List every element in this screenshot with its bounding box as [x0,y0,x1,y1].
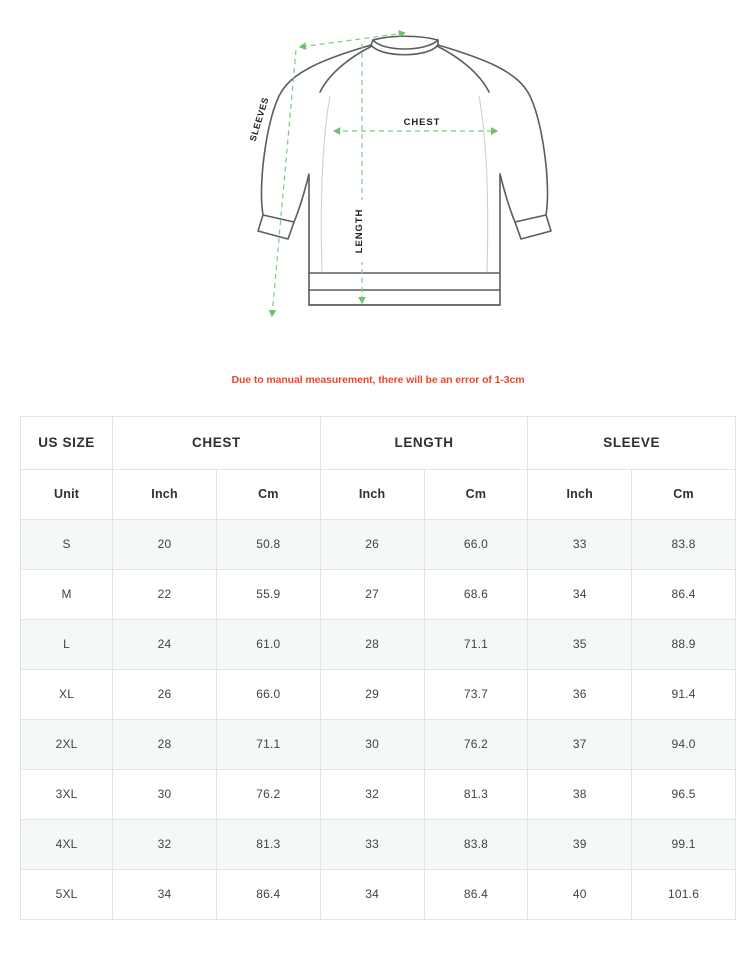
table-row [21,519,736,569]
cell-size: L [21,619,113,669]
cell-chest-cm: 81.3 [216,819,320,869]
cell-length-cm: 73.7 [424,669,528,719]
header-us-size: US SIZE [21,417,113,469]
cell-sleeve-cm: 99.1 [632,819,736,869]
cell-chest-cm: 86.4 [216,869,320,919]
cell-chest-cm: 66.0 [216,669,320,719]
cell-length-cm: 66.0 [424,519,528,569]
table-row [21,619,736,669]
table-row [21,769,736,819]
cell-chest-cm: 61.0 [216,619,320,669]
unit-sleeve-inch: Inch [528,469,632,519]
cell-sleeve-cm: 83.8 [632,519,736,569]
unit-chest-cm: Cm [216,469,320,519]
sleeves-label: SLEEVES [247,95,271,143]
unit-length-inch: Inch [320,469,424,519]
cell-chest-inch: 28 [113,719,217,769]
cell-length-cm: 76.2 [424,719,528,769]
cell-length-inch: 33 [320,819,424,869]
unit-length-cm: Cm [424,469,528,519]
cell-sleeve-inch: 34 [528,569,632,619]
cell-length-inch: 26 [320,519,424,569]
length-label: LENGTH [354,208,365,254]
cell-sleeve-inch: 36 [528,669,632,719]
table-unit-header-row [21,469,736,519]
unit-chest-inch: Inch [113,469,217,519]
header-sleeve: SLEEVE [528,417,736,469]
cell-sleeve-inch: 35 [528,619,632,669]
cell-length-inch: 29 [320,669,424,719]
table-row [21,669,736,719]
unit-sleeve-cm: Cm [632,469,736,519]
table-row [21,819,736,869]
cell-size: XL [21,669,113,719]
cell-size: M [21,569,113,619]
size-chart-table [21,417,736,920]
cell-length-cm: 71.1 [424,619,528,669]
table-row [21,569,736,619]
cell-chest-cm: 76.2 [216,769,320,819]
unit-label: Unit [21,469,113,519]
cell-chest-inch: 20 [113,519,217,569]
measurement-disclaimer: Due to manual measurement, there will be an error of 1-3cm [231,374,525,386]
cell-chest-inch: 26 [113,669,217,719]
cell-sleeve-cm: 88.9 [632,619,736,669]
table-row [21,869,736,919]
chest-label: CHEST [403,117,441,128]
cell-sleeve-inch: 39 [528,819,632,869]
cell-length-cm: 68.6 [424,569,528,619]
cell-length-cm: 81.3 [424,769,528,819]
cell-chest-cm: 71.1 [216,719,320,769]
cell-size: 5XL [21,869,113,919]
cell-chest-inch: 22 [113,569,217,619]
cell-size: 4XL [21,819,113,869]
sweatshirt-measurement-diagram [0,0,756,352]
cell-length-inch: 30 [320,719,424,769]
cell-length-inch: 32 [320,769,424,819]
cell-sleeve-cm: 101.6 [632,869,736,919]
cell-sleeve-cm: 96.5 [632,769,736,819]
size-chart-table-wrapper [20,416,736,920]
cell-chest-inch: 30 [113,769,217,819]
header-length: LENGTH [320,417,528,469]
cell-sleeve-cm: 86.4 [632,569,736,619]
cell-length-cm: 83.8 [424,819,528,869]
cell-sleeve-inch: 37 [528,719,632,769]
cell-sleeve-cm: 91.4 [632,669,736,719]
cell-size: S [21,519,113,569]
cell-sleeve-cm: 94.0 [632,719,736,769]
cell-chest-inch: 32 [113,819,217,869]
cell-size: 3XL [21,769,113,819]
cell-length-inch: 27 [320,569,424,619]
cell-sleeve-inch: 38 [528,769,632,819]
cell-sleeve-inch: 33 [528,519,632,569]
cell-size: 2XL [21,719,113,769]
header-chest: CHEST [113,417,321,469]
cell-sleeve-inch: 40 [528,869,632,919]
garment-outline [258,36,551,305]
cell-chest-cm: 55.9 [216,569,320,619]
cell-length-inch: 34 [320,869,424,919]
cell-length-cm: 86.4 [424,869,528,919]
cell-chest-inch: 24 [113,619,217,669]
table-group-header-row [21,417,736,469]
cell-chest-inch: 34 [113,869,217,919]
cell-length-inch: 28 [320,619,424,669]
table-row [21,719,736,769]
cell-chest-cm: 50.8 [216,519,320,569]
